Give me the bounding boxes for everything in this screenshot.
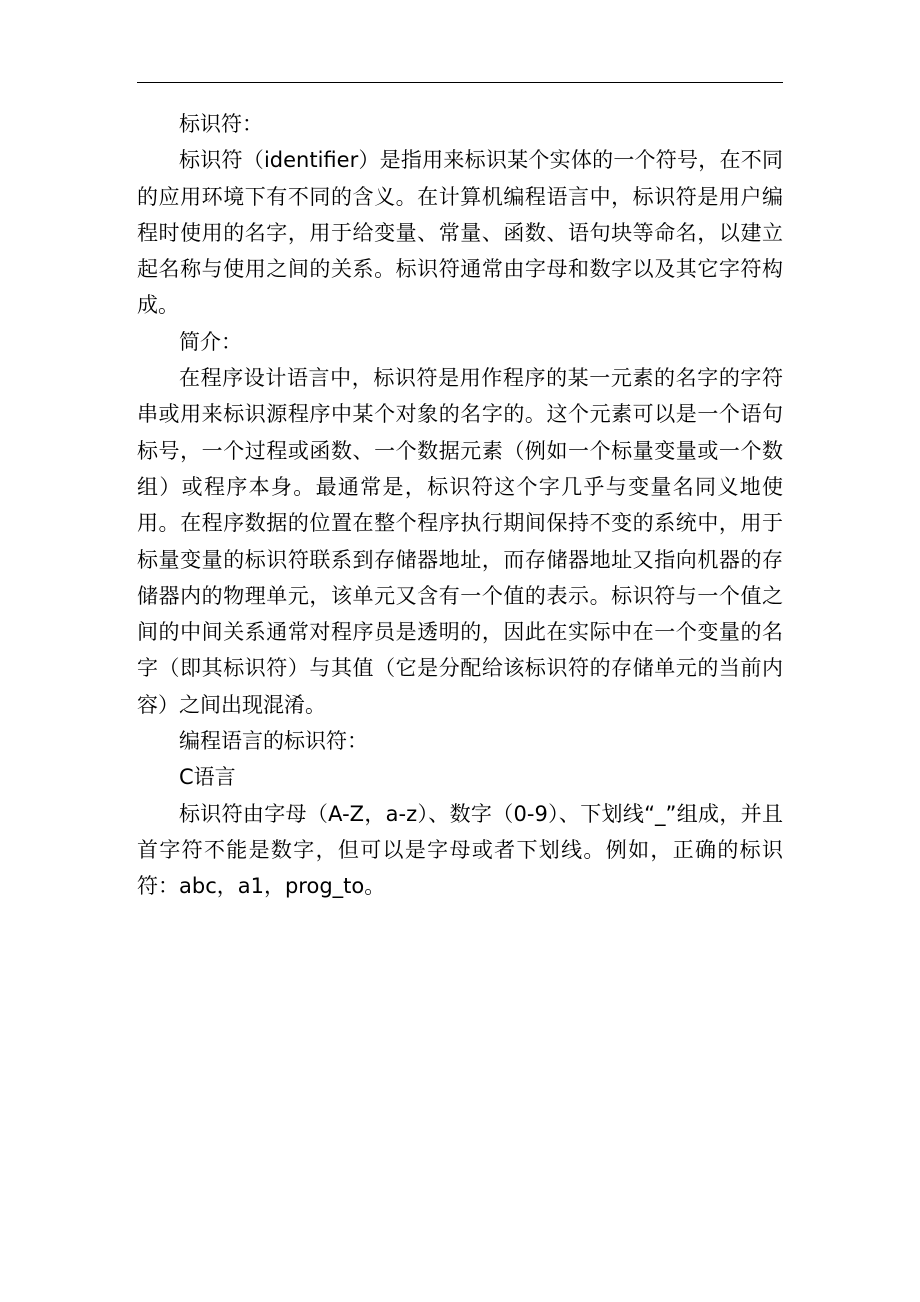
heading-identifier: 标识符：: [179, 112, 263, 136]
paragraph-c-language-rules: 标识符由字母（A-Z，a-z）、数字（0-9）、下划线“_”组成，并且首字符不能是数字，但可以是字母或者下划线。例如，正确的标识符：abc，a1，prog_to。: [137, 801, 783, 899]
heading-programming-language-identifiers: 编程语言的标识符：: [179, 729, 368, 754]
heading-introduction: 简介：: [179, 329, 242, 354]
paragraph-definition: 标识符（identifier）是指用来标识某个实体的一个符号，在不同的应用环境下有不同的含义。在计算机编程语言中，标识符是用户编程时使用的名字，用于给变量、常量、函数、语句块等命名，以建立起名称与使用之间的关系。标识符通常由字母和数字以及其它字符构成。: [137, 148, 783, 318]
document-body: [137, 106, 783, 905]
paragraph-introduction: 在程序设计语言中，标识符是用作程序的某一元素的名字的字符串或用来标识源程序中某个对象的名字的。这个元素可以是一个语句标号，一个过程或函数、一个数据元素（例如一个标量变量或一个数组）或程序本身。最通常是，标识符这个字几乎与变量名同义地使用。在程序数据的位置在整个程序执行期间保持不变的系统中，用于标量变量的标识符联系到存储器地址，而存储器地址又指向机器的存储器内的物理单元，该单元又含有一个值的表示。标识符与一个值之间的中间关系通常对程序员是透明的，因此在实际中在一个变量的名字（即其标识符）与其值（它是分配给该标识符的存储单元的当前内容）之间出现混淆。: [137, 366, 783, 717]
heading-c-language: C语言: [179, 765, 236, 790]
header-rule: [137, 82, 783, 83]
